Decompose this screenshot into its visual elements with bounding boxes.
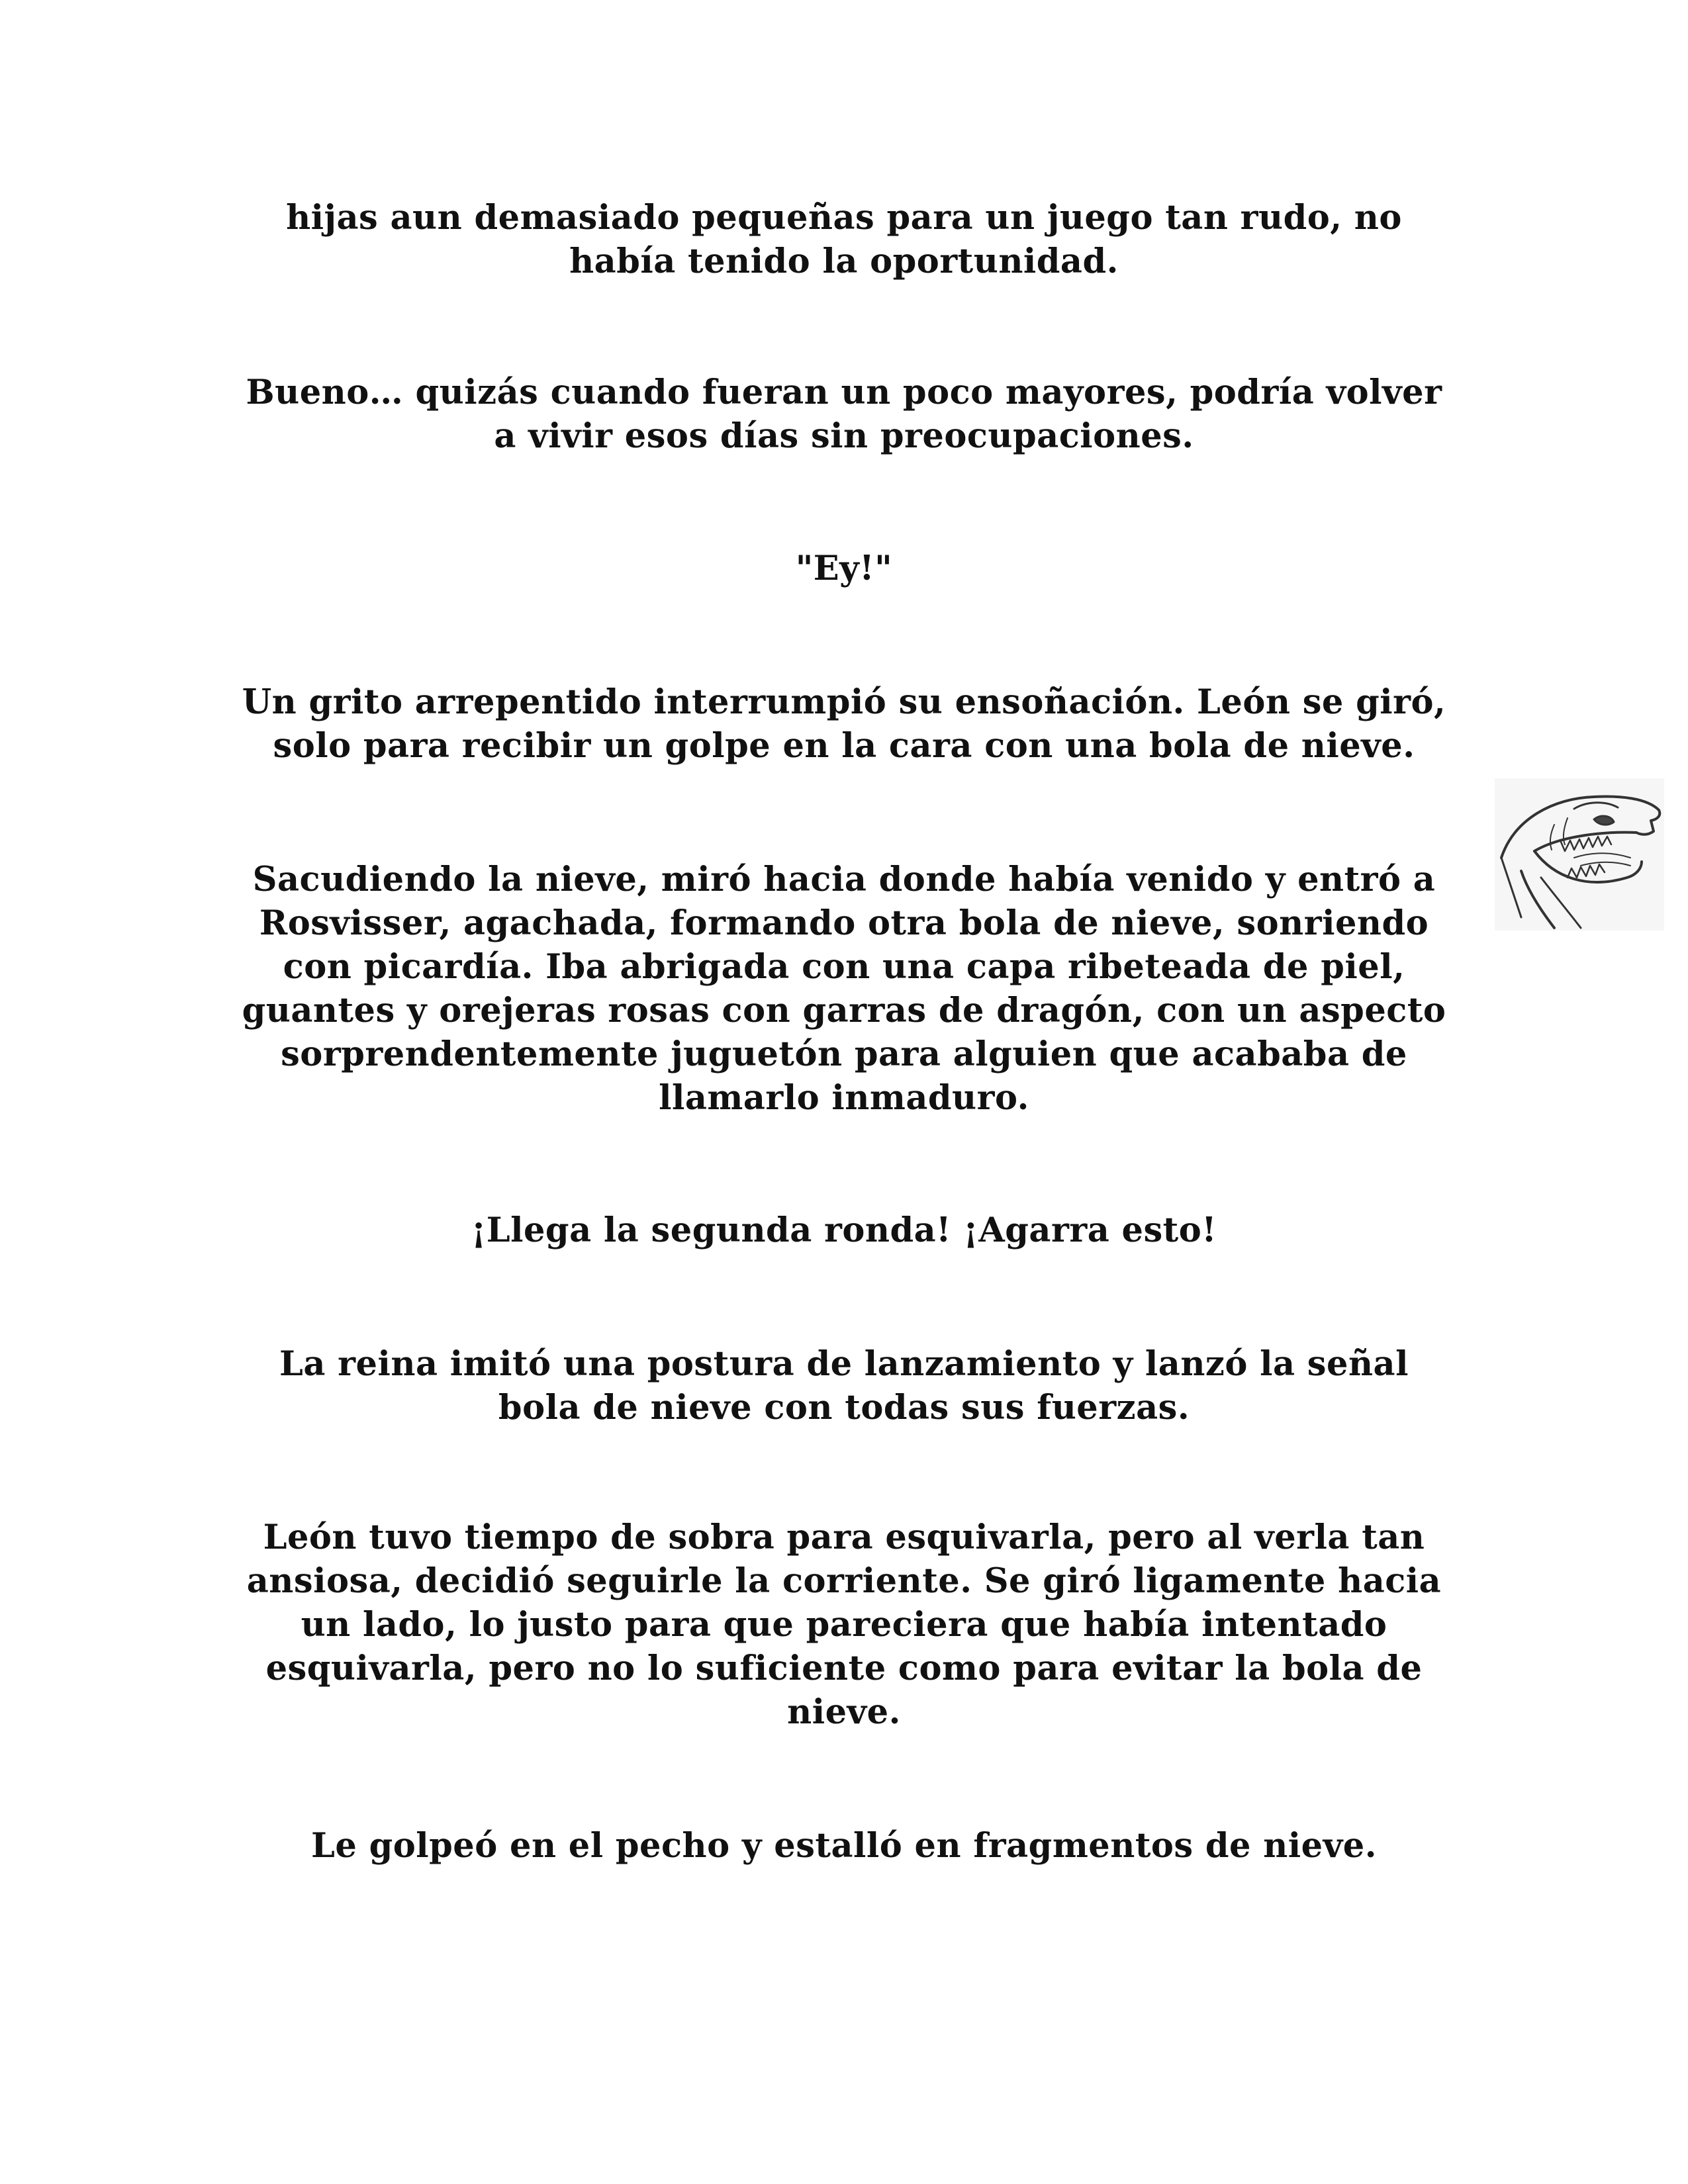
- text-line: con picardía. Iba abrigada con una capa ribeteada de piel,: [283, 947, 1405, 987]
- paragraph: [225, 1342, 1463, 1430]
- paragraph: [225, 1516, 1463, 1734]
- dialogue-line: [225, 1208, 1463, 1252]
- text-line: Le golpeó en el pecho y estalló en fragmentos de nieve.: [311, 1826, 1377, 1866]
- text-line: había tenido la oportunidad.: [569, 242, 1119, 281]
- text-line: "Ey!": [795, 549, 893, 588]
- text-line: a vivir esos días sin preocupaciones.: [494, 416, 1194, 456]
- paragraph: [225, 858, 1463, 1120]
- text-line: nieve.: [787, 1692, 901, 1732]
- text-line: bola de nieve con todas sus fuerzas.: [498, 1388, 1190, 1428]
- paragraph: [225, 680, 1463, 768]
- text-line: sorprendentemente juguetón para alguien que acababa de: [281, 1034, 1407, 1074]
- paragraph: [225, 1824, 1463, 1868]
- dialogue-line: [225, 547, 1463, 590]
- paragraph: [225, 196, 1463, 283]
- text-line: llamarlo inmaduro.: [659, 1078, 1029, 1118]
- text-line: hijas aun demasiado pequeñas para un juego tan rudo, no: [286, 198, 1402, 238]
- text-line: Un grito arrepentido interrumpió su ensoñación. León se giró,: [242, 682, 1446, 722]
- text-line: guantes y orejeras rosas con garras de dragón, con un aspecto: [242, 991, 1446, 1030]
- text-line: ansiosa, decidió seguirle la corriente. Se giró ligamente hacia: [246, 1561, 1442, 1601]
- text-line: León tuvo tiempo de sobra para esquivarla, pero al verla tan: [263, 1518, 1425, 1557]
- text-line: Rosvisser, agachada, formando otra bola de nieve, sonriendo: [259, 903, 1429, 943]
- dinosaur-head-icon: [1495, 778, 1664, 931]
- text-line: Bueno… quizás cuando fueran un poco mayores, podría volver: [246, 373, 1442, 412]
- text-line: un lado, lo justo para que pareciera que había intentado: [301, 1605, 1387, 1645]
- text-line: La reina imitó una postura de lanzamiento y lanzó la señal: [279, 1344, 1409, 1384]
- paragraph: [225, 371, 1463, 458]
- text-line: ¡Llega la segunda ronda! ¡Agarra esto!: [471, 1210, 1217, 1250]
- text-line: solo para recibir un golpe en la cara con una bola de nieve.: [273, 726, 1415, 766]
- text-line: Sacudiendo la nieve, miró hacia donde había venido y entró a: [252, 860, 1436, 899]
- text-line: esquivarla, pero no lo suficiente como para evitar la bola de: [265, 1649, 1423, 1688]
